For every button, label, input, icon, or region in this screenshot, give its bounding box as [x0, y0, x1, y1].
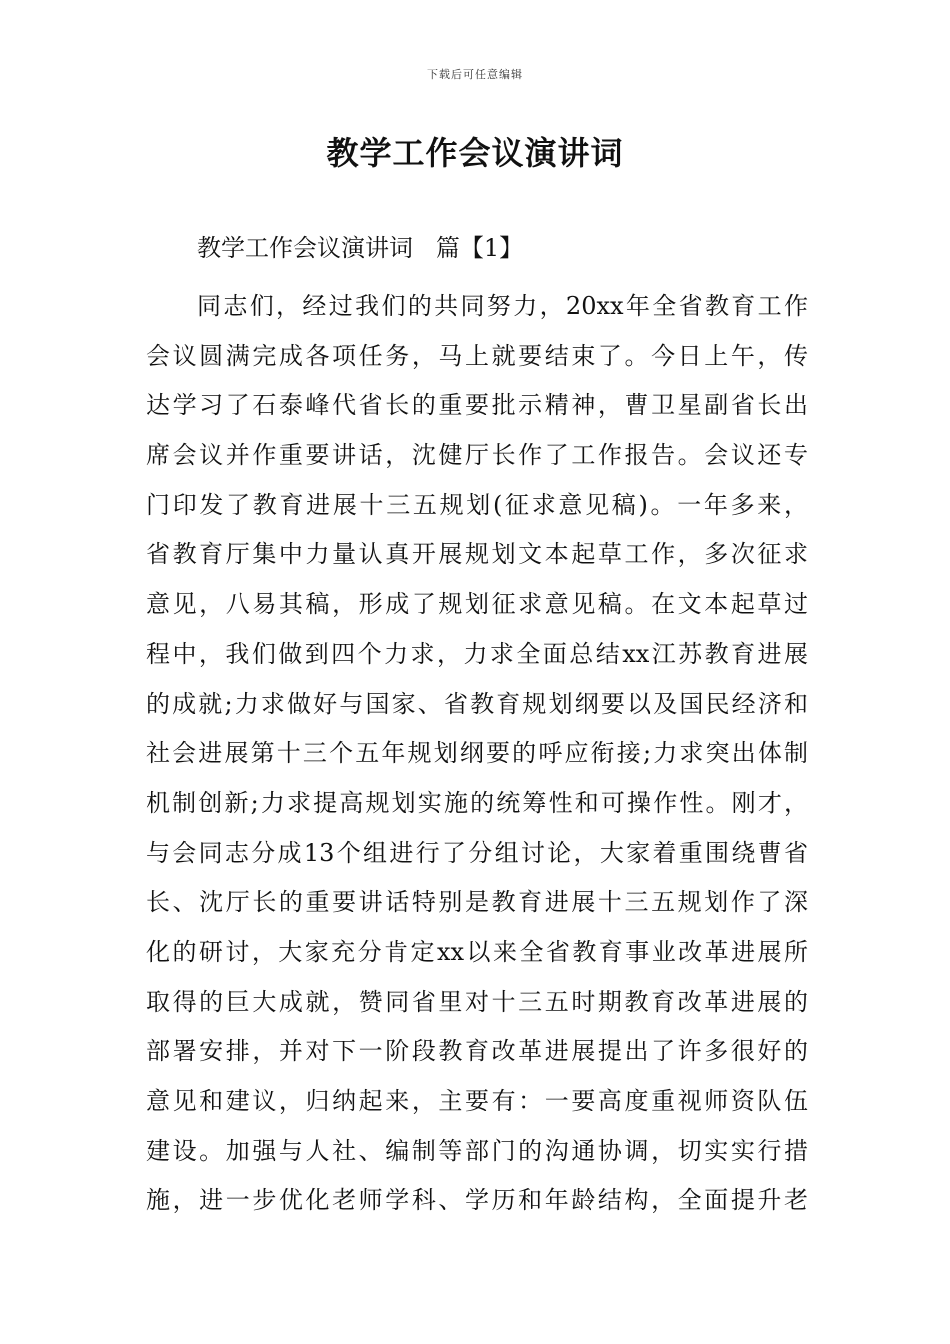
body-line: 社会进展第十三个五年规划纲要的呼应衔接;力求突出体制 [146, 739, 808, 768]
body-line: 门印发了教育进展十三五规划(征求意见稿)。一年多来， [146, 490, 808, 519]
body-line: 部署安排，并对下一阶段教育改革进展提出了许多很好的 [146, 1037, 808, 1066]
document-title: 教学工作会议演讲词 [326, 134, 624, 172]
body-line: 达学习了石泰峰代省长的重要批示精神，曹卫星副省长出 [146, 391, 808, 420]
body-line: 的成就;力求做好与国家、省教育规划纲要以及国民经济和 [146, 689, 808, 718]
body-line: 化的研讨，大家充分肯定xx以来全省教育事业改革进展所 [146, 937, 808, 966]
section-subtitle: 教学工作会议演讲词 篇【1】 [197, 234, 524, 262]
body-line: 程中，我们做到四个力求，力求全面总结xx江苏教育进展 [146, 639, 808, 668]
body-line: 长、沈厅长的重要讲话特别是教育进展十三五规划作了深 [146, 888, 808, 917]
body-line: 机制创新;力求提高规划实施的统筹性和可操作性。刚才， [146, 788, 808, 817]
body-line: 省教育厅集中力量认真开展规划文本起草工作，多次征求 [146, 540, 808, 569]
body-paragraph [146, 282, 808, 1226]
body-line: 与会同志分成13个组进行了分组讨论，大家着重围绕曹省 [146, 838, 808, 867]
header-note: 下载后可任意编辑 [427, 68, 523, 81]
body-line: 会议圆满完成各项任务，马上就要结束了。今日上午，传 [146, 341, 808, 370]
body-line: 施，进一步优化老师学科、学历和年龄结构，全面提升老 [146, 1186, 808, 1215]
body-line: 意见和建议，归纳起来，主要有：一要高度重视师资队伍 [146, 1087, 808, 1115]
body-line: 同志们，经过我们的共同努力，20xx年全省教育工作 [197, 292, 808, 320]
body-line: 意见，八易其稿，形成了规划征求意见稿。在文本起草过 [146, 590, 808, 619]
body-line: 建设。加强与人社、编制等部门的沟通协调，切实实行措 [146, 1136, 808, 1165]
body-line: 席会议并作重要讲话，沈健厅长作了工作报告。会议还专 [146, 441, 808, 470]
body-line: 取得的巨大成就，赞同省里对十三五时期教育改革进展的 [146, 987, 808, 1016]
